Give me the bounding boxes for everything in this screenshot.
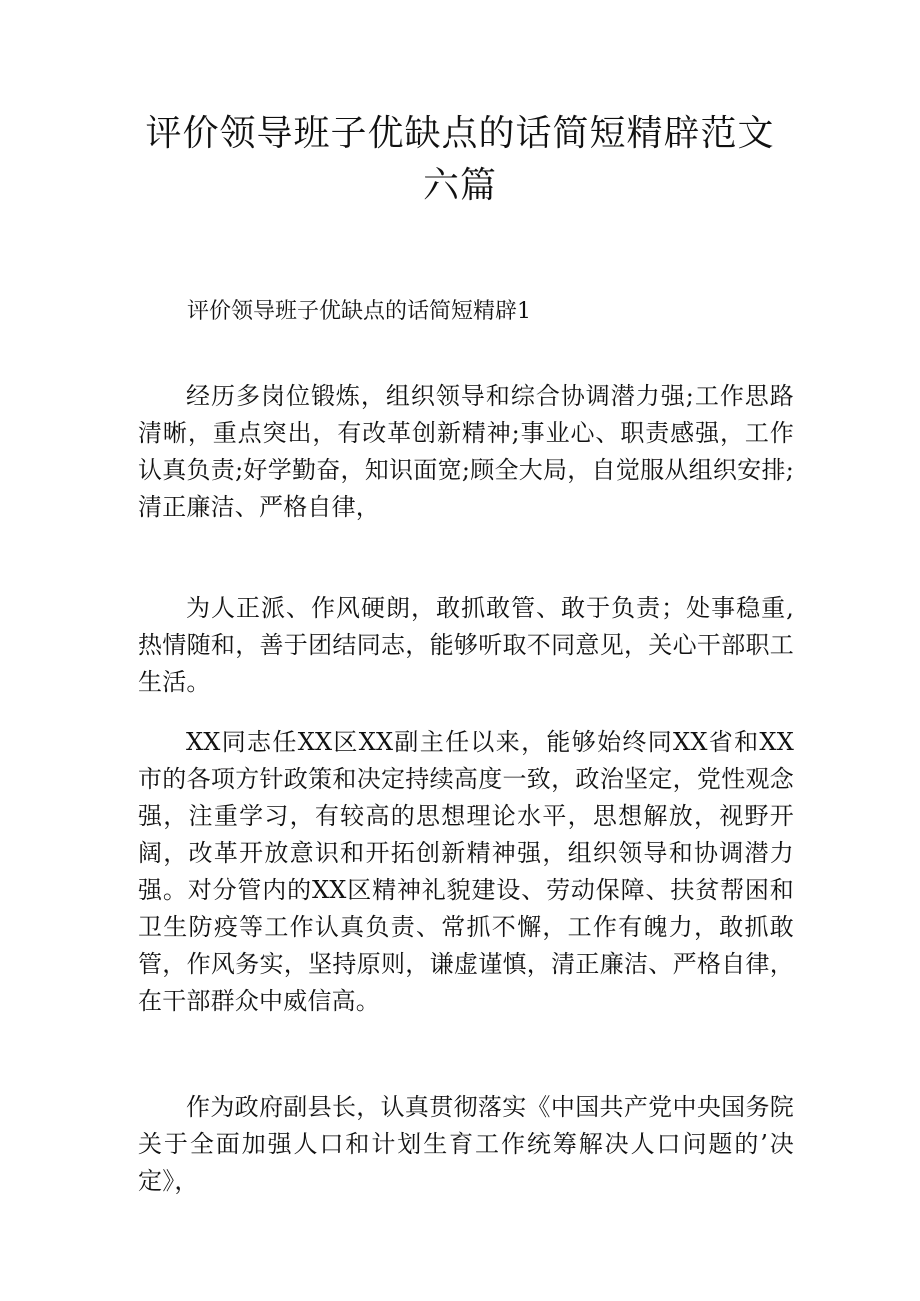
paragraph-3: XX同志任XX区XX副主任以来，能够始终同XX省和XX市的各项方针政策和决定持续高度一致，政治坚定，党性观念强，注重学习，有较高的思想理论水平，思想解放，视野开阔，改革开放意识和开拓创新精神强，组织领导和协调潜力强。对分管内的XX区精神礼貌建设、劳动保障、扶贫帮困和卫生防疫等工作认真负责、常抓不懈，工作有魄力，敢抓敢管，作风务实，坚持原则，谦虚谨慎，清正廉洁、严格自律，在干部群众中威信高。 [138,728,794,1015]
paragraph-2: 为人正派、作风硬朗，敢抓敢管、敢于负责；处事稳重,热情随和，善于团结同志，能够听取不同意见，关心干部职工生活。 [138,594,794,696]
section-heading: 评价领导班子优缺点的话简短精辟1 [187,299,531,324]
document-title: 评价领导班子优缺点的话简短精辟范文六篇 [145,113,775,206]
paragraph-4: 作为政府副县长，认真贯彻落实《中国共产党中央国务院关于全面加强人口和计划生育工作统筹解决人口问题的’决定》， [138,1093,794,1195]
paragraph-1: 经历多岗位锻炼，组织领导和综合协调潜力强;工作思路清晰，重点突出，有改革创新精神;事业心、职责感强，工作认真负责;好学勤奋，知识面宽;顾全大局，自觉服从组织安排;清正廉洁、严格自律， [138,382,794,521]
